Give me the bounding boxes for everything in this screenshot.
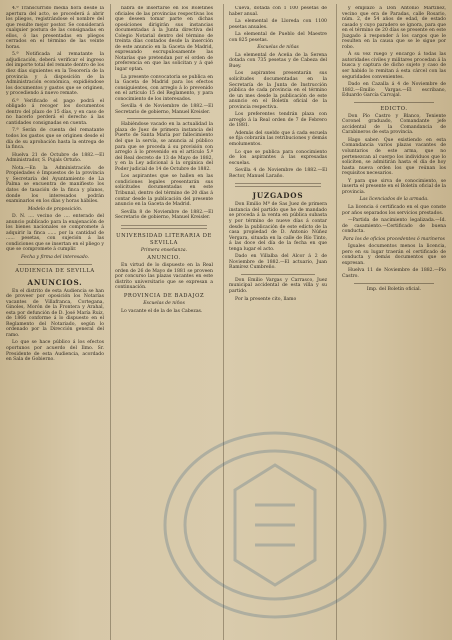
imprint-line: Imp. del Boletín oficial. [366, 286, 422, 292]
paragraph: Los preferentes tendrán plaza con arreglo á la Real orden de 7 de Febrero de 1881. [229, 112, 327, 129]
paragraph: La elemental de Aceña de la Serena dotada con 735 pesetas y de Cabeza del Buey. [229, 52, 327, 69]
column-4 [342, 6, 446, 640]
paragraph: habrá de insertarse en los Boletines oficiales de las provincias respectivas los que deseen tomar parte en dichas oposiciones dirigirán sus instancias documentadas á la Junta directiva del Colegio Notarial dentro del término de treinta días contados desde la inserción de este anuncio en la Gaceta de Madrid, expresando escrupulosamente las Notarías que pretendan por el orden de preferencia en que las solicitan y á qué lugar optan. [115, 6, 213, 73]
column-1 [6, 6, 104, 640]
signature-paragraph: Huelva 11 de Noviembre de 1882.—Pío Castro. [342, 268, 446, 279]
paragraph: Don Emilio Mª de Sas Juez de primera instancia del partido que he de mandado se proceda á la venta en pública subasta y por término de nueve días á contar desde la publicación de este edicto de la casa propiedad de D. Antonio Núñez Vergara, situada en la calle de Río Tinto, á las doce del día de la fecha en que tenga lugar el acto. [229, 202, 327, 252]
paragraph: La presente convocatoria se publica en la Gaceta de Madrid para los efectos consiguientes, con arreglo á lo prevenido en el artículo 15 del Reglamento, y para conocimiento de los interesados. [115, 74, 213, 102]
heading-anuncios: ANUNCIOS. [27, 277, 83, 287]
model-body: D. N. .... vecino de .... enterado del anuncio publicado para la enajenación de los bienes nacionales se compromete á adquirir la finca ...... por la cantidad de ...... pesetas, con sujeción á las condiciones que se insertan en el pliego y que se compromete á cumplir. [6, 214, 104, 253]
divider [354, 283, 434, 284]
note-paragraph: Nota.—En la Administración de Propiedades é Impuestos de la provincia y Secretaría del Ayuntamiento de La Palma se encuentra de manifiesto los datos de tasación de la finca y planos, donde los interesados podrán examinarlos en los días y horas hábiles. [6, 165, 104, 205]
divider [241, 274, 315, 275]
paragraph: La elemental de Lloreda con 1100 pesetas anuales. [229, 19, 327, 30]
paragraph: Y para que sirva de conocimiento, se inserta el presente en el Boletín oficial de la provincia. [342, 178, 446, 195]
heading-universidad: UNIVERSIDAD LITERARIA DE SEVILLA [116, 232, 212, 246]
paragraph: La elemental de Pueblo del Maestre con 825 pesetas. [229, 32, 327, 43]
paragraph: Iguales documentos menos la licencia, pero en su lugar traerán el certificado de conducta y demás documentos que se expresan. [342, 244, 446, 266]
column-rule [110, 4, 111, 640]
paragraph: Lo que se hace público á los efectos oportunos por acuerdo del Ilmo. Sr. Presidente de esta Audiencia, acordado en Sala de Gobierno. [6, 340, 104, 363]
heading-provincia: PROVINCIA DE BADAJOZ [123, 292, 205, 299]
paragraph: Habiéndose vacado en la actualidad la plaza de Juez de primera instancia del Puerto de Santa María por fallecimiento del que la servía, se anuncia al público para que se proceda á su provisión con arreglo á lo prevenido en el artículo 5.º del Real decreto de 13 de Mayo de 1882, y en la Ley adicional á la orgánica del Poder judicial de 14 de Octubre de 1882. [115, 122, 213, 172]
signature-paragraph: Sevilla 4 de Noviembre de 1882.—El Secretario de gobierno, Manuel Kreisler. [115, 104, 213, 115]
paragraph: 4.ª Transcurrido media hora desde la apertura del acto, se procederá á abrir los pliegos, registrándose el nombre del que resulte mejor postor. Se considerará cualquier postura de las consignadas en ellos, ó las presentadas en pliegos cerrados en el término de las veinte horas. [6, 6, 104, 50]
divider [235, 183, 321, 187]
model-title: Modelo de proposición. [27, 206, 83, 212]
paragraph: Además del sueldo que á cada escuela se fija cobrarán las retribuciones y demás emolumentos. [229, 130, 327, 148]
paragraph: Lo que se publica para conocimiento de los aspirantes á las expresadas escuelas. [229, 149, 327, 166]
signature-line: Fecha y firma del interesado. [21, 254, 89, 260]
paragraph: 6.ª Verificado el pago podrá el obligado á recoger los documentos dentro del plazo de 15 días, y en caso de no hacerlo perderá el derecho á las cantidades consignadas en cuenta. [6, 98, 104, 126]
paragraph: En virtud de lo dispuesto en la Real orden de 26 de Mayo de 1881 se proveen por concurso las plazas vacantes en este distrito universitario que se expresan a continuación. [115, 263, 213, 291]
subheading-armada: Las licenciados de la armada. [359, 197, 429, 203]
signature-paragraph: Sevilla 4 de Noviembre de 1882.—El Rector, Manuel Laraño. [229, 168, 327, 179]
paragraph: 5.ª Notificada al rematante la adjudicación, deberá verificar el ingreso del importe total del remate dentro de los diez días siguientes en la Tesorería de la provincia y á disposición de la Administración económica, expidiéndose los documentos y gastos que se originen, y procediendo á nuevo remate. [6, 52, 104, 97]
column-rule [223, 4, 224, 640]
heading-anuncio: ANUNCIO. [147, 255, 181, 262]
paragraph: Á su vez ruego y encargo á todas las autoridades civiles y militares procedan á la busca y captura de dicho sujeto y caso de ser habido lo remitan á esta cárcel con las seguridades convenientes. [342, 52, 446, 80]
divider [354, 102, 434, 103]
signature-paragraph: Dado en Cazalla á 4 de Noviembre de 1882.—Emilio Vargas.—El escribano, Eduardo García Carvajal. [342, 82, 446, 99]
paragraph: Hago saber: Que existiendo en esta Comandancia varios plazas vacantes de voluntarios de este arma, que no pertenezcan al cuerpo los individuos que lo soliciten, se admitirán hasta el día de hoy hasta nueva orden los que reúnan los requisitos necesarios. [342, 137, 446, 177]
divider [127, 118, 201, 119]
section-heading-audiencia: AUDIENCIA DE SEVILLA [15, 267, 95, 274]
signature-paragraph: Dado en Villalba del Alcor á 2 de Noviembre de 1882.—El actuario, Juan Ramírez Cumbreño. [229, 254, 327, 271]
heading-juzgados: JUZGADOS [252, 191, 304, 201]
subheading-escuelas-ninos: Escuelas de niños [143, 300, 185, 306]
paragraph: Don Emilio Vargas y Carrasco, Juez municipal accidental de esta villa y su partido. [229, 277, 327, 294]
paragraph: Los aspirantes que se hallen en las condiciones legales presentarán sus solicitudes documentadas en este Tribunal, dentro del término de 20 días á contar desde la publicación del presente anuncio en la Gaceta de Madrid. [115, 174, 213, 208]
paragraph: Cueva, dotada con 1 100 pesetas de haber anual. [229, 6, 327, 17]
divider [18, 264, 92, 265]
subheading-oficios: Para los de oficios procedentes ó marineros [343, 236, 445, 242]
column-3 [229, 6, 327, 640]
divider [121, 225, 207, 229]
paragraph: Lo vacante el de la de las Cabezas. [121, 308, 203, 314]
date-line: Huelva 21 de Octubre de 1882.—El Administrador, S. Pujals Ortuño. [6, 152, 104, 164]
paragraph: Por la presente cito, llamo [235, 296, 297, 302]
paragraph: y emplazo á Don Antonio Martínez, vecino que era de Paradas, calle Rosario, núm. 2, de 54 años de edad, de estado casado y cuyo paradero se ignora, para que en el término de 20 días se presente en este Juzgado á responder á los cargos que le resulten en la causa que se le sigue por robo. [342, 6, 446, 50]
paragraph: La licencia ó certificado en el que conste por años separados los servicios prestados. [342, 204, 446, 216]
signature-paragraph: Sevilla 8 de Noviembre de 1882.—El Secretario de gobierno, Manuel Kreisler. [115, 209, 213, 221]
subheading-primera-ensenanza: Primera enseñanza. [140, 247, 188, 253]
column-2 [115, 6, 213, 640]
paragraph: 7.ª Serán de cuenta del rematante todos los gastos que se originen desde el día de su aprobación hasta la entrega de la finca. [6, 128, 104, 151]
paragraph: Los aspirantes presentarán sus solicitudes documentadas en la Secretaría de la Junta de Instrucción pública de cada provincia en el término de un mes desde la publicación de este anuncio en el Boletín oficial de la provincia respectiva. [229, 71, 327, 110]
column-rule [336, 4, 337, 640]
subheading-escuelas-ninas: Escuelas de niñas [257, 45, 299, 51]
paragraph: —Partida de nacimiento legalizada.—Id. de casamiento.—Certificado de buena conducta. [342, 218, 446, 235]
paragraph: Don Pío Castro y Blanco, Teniente Coronel graduado, Comandante jefe accidental de la Comandancia de Carabineros de esta provincia. [342, 113, 446, 136]
paragraph: En el distrito de esta Audiencia se han de proveer por oposición los Notarías vacantes de Villafranca, Cortegana, Ginoles, Morón de la Frontera y Arahal, esta por defunción de D. José María Ruiz, de 1866 conforme á lo dispuesto en el Reglamento del Notariado, según lo ordenado por la Dirección general del ramo. [6, 288, 104, 338]
heading-edicto: EDICTO. [380, 105, 408, 112]
